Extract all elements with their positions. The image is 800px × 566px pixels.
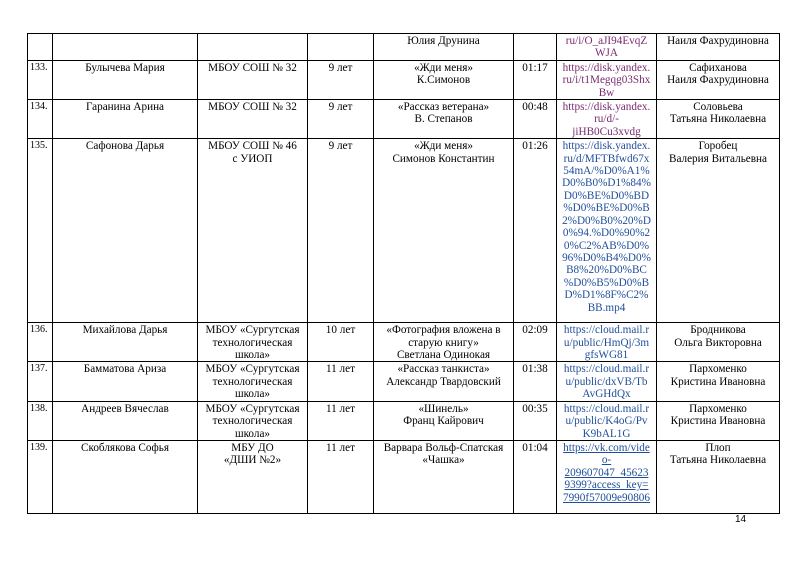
cell-teacher <box>657 34 780 61</box>
cell-title <box>374 60 514 99</box>
cell-num <box>28 323 53 362</box>
cell-name <box>53 34 198 61</box>
video-link[interactable]: https://vk.com/vide o- 209607047_45623 9399?access_key= 7990f57009e90806 <box>562 441 650 504</box>
cell-num <box>28 362 53 401</box>
video-link[interactable]: https://cloud.mail.r u/public/K4oG/Pv K9bAL1G <box>563 402 650 440</box>
num-text: 134. <box>30 101 48 113</box>
cell-school <box>198 401 308 440</box>
cell-teacher <box>657 323 780 362</box>
cell-link[interactable] <box>557 139 657 323</box>
title-text: «Жди меня» Симонов Константин <box>392 140 495 165</box>
cell-time <box>514 139 557 323</box>
cell-school <box>198 139 308 323</box>
name-text: Гаранина Арина <box>85 101 165 114</box>
num-text: 138. <box>30 402 48 414</box>
cell-num <box>28 34 53 61</box>
cell-school <box>198 100 308 139</box>
age-text: 11 лет <box>325 441 355 454</box>
cell-title <box>374 440 514 513</box>
cell-age <box>308 323 374 362</box>
cell-time <box>514 401 557 440</box>
video-link[interactable]: https://disk.yandex. ru/i/t1Megqg03Shx Bw <box>562 61 651 99</box>
page-number: 14 <box>735 514 747 525</box>
cell-time <box>514 362 557 401</box>
video-link[interactable]: ru/i/O_aJI94EvqZ WJA <box>565 35 648 60</box>
video-link[interactable]: https://cloud.mail.r u/public/HmQj/3m gfsWG81 <box>563 324 650 362</box>
age-text: 9 лет <box>328 61 353 74</box>
school-text: МБОУ «Сургутская технологическая школа» <box>205 324 300 362</box>
teacher-text: Бродникова Ольга Викторовна <box>674 324 762 349</box>
table-row <box>28 34 780 61</box>
num-text: 139. <box>30 441 48 453</box>
teacher-text: Сафиханова Наиля Фахрудиновна <box>667 61 769 87</box>
cell-name <box>53 440 198 513</box>
cell-teacher <box>657 440 780 513</box>
cell-num <box>28 60 53 99</box>
cell-title <box>374 323 514 362</box>
cell-title <box>374 139 514 323</box>
participants-table <box>27 33 780 514</box>
cell-age <box>308 60 374 99</box>
school-text: МБОУ СОШ № 32 <box>208 101 297 114</box>
cell-time <box>514 100 557 139</box>
num-text: 137. <box>30 363 48 375</box>
table-row <box>28 401 780 440</box>
title-text: «Жди меня» К.Симонов <box>414 61 473 87</box>
time-text: 01:17 <box>522 61 548 74</box>
cell-school <box>198 60 308 99</box>
cell-school <box>198 34 308 61</box>
table-row <box>28 440 780 513</box>
cell-teacher <box>657 60 780 99</box>
time-text: 00:35 <box>522 402 548 415</box>
teacher-text: Пархоменко Кристина Ивановна <box>670 402 766 428</box>
table-row <box>28 323 780 362</box>
cell-link[interactable] <box>557 362 657 401</box>
name-text: Михайлова Дарья <box>82 324 168 337</box>
title-text: «Рассказ ветерана» В. Степанов <box>397 101 490 126</box>
table-row <box>28 139 780 323</box>
cell-title <box>374 362 514 401</box>
num-text: 135. <box>30 140 48 152</box>
cell-title <box>374 34 514 61</box>
cell-age <box>308 100 374 139</box>
school-text: МБУ ДО «ДШИ №2» <box>223 441 282 467</box>
num-text: 136. <box>30 324 48 336</box>
cell-link[interactable] <box>557 323 657 362</box>
cell-age <box>308 362 374 401</box>
title-text: Варвара Вольф-Спатская «Чашка» <box>383 441 504 467</box>
cell-link[interactable] <box>557 60 657 99</box>
cell-time <box>514 440 557 513</box>
cell-age <box>308 401 374 440</box>
cell-time <box>514 34 557 61</box>
time-text: 00:48 <box>522 101 548 114</box>
title-text: «Рассказ танкиста» Александр Твардовский <box>386 363 501 388</box>
school-text: МБОУ «Сургутская технологическая школа» <box>205 402 300 440</box>
name-text: Сафонова Дарья <box>85 140 165 153</box>
cell-title <box>374 401 514 440</box>
cell-num <box>28 139 53 323</box>
age-text: 9 лет <box>328 101 353 114</box>
age-text: 11 лет <box>325 363 355 376</box>
num-text: 133. <box>30 61 48 73</box>
video-link[interactable]: https://disk.yandex. ru/d/- jiHB0Cu3xvdg <box>562 101 651 138</box>
time-text: 02:09 <box>522 324 548 337</box>
video-link[interactable]: https://cloud.mail.r u/public/dxVB/Tb AvGHdQx <box>563 363 650 401</box>
name-text: Скоблякова Софья <box>81 441 169 454</box>
table-row <box>28 100 780 139</box>
cell-teacher <box>657 139 780 323</box>
cell-link[interactable] <box>557 440 657 513</box>
cell-name <box>53 362 198 401</box>
table-row <box>28 60 780 99</box>
video-link[interactable]: https://disk.yandex. ru/d/MFTBfwd67x 54mA/%D0%A1% D0%B0%D1%84% D0%BE%D0%BD %D0%BE%D0%B 2%D0%B0%20%D 0%94.%D0%90%2 0%C2%AB%D0% 96%D0%B4%D0% B8%20%D0%BC %D0%B5%D0%B D%D1%8F%C2% BB.mp4 <box>562 140 651 314</box>
teacher-text: Плоп Татьяна Николаевна <box>669 441 767 467</box>
cell-teacher <box>657 362 780 401</box>
name-text: Булычева Мария <box>85 61 165 74</box>
cell-name <box>53 139 198 323</box>
title-text: Юлия Друнина <box>407 35 480 47</box>
teacher-text: Горобец Валерия Витальевна <box>668 140 768 165</box>
cell-school <box>198 440 308 513</box>
cell-teacher <box>657 100 780 139</box>
cell-name <box>53 100 198 139</box>
cell-num <box>28 100 53 139</box>
cell-teacher <box>657 401 780 440</box>
name-text: Бамматова Ариза <box>83 363 167 376</box>
time-text: 01:04 <box>522 441 548 454</box>
cell-time <box>514 323 557 362</box>
cell-num <box>28 440 53 513</box>
teacher-text: Наиля Фахрудиновна <box>667 35 769 47</box>
teacher-text: Соловьева Татьяна Николаевна <box>669 101 767 126</box>
name-text: Андреев Вячеслав <box>81 402 169 415</box>
table-row <box>28 362 780 401</box>
age-text: 9 лет <box>328 140 353 153</box>
cell-time <box>514 60 557 99</box>
title-text: «Фотография вложена в старую книгу» Светлана Одинокая <box>386 324 501 362</box>
cell-link[interactable] <box>557 34 657 61</box>
cell-name <box>53 60 198 99</box>
cell-link[interactable] <box>557 100 657 139</box>
cell-link[interactable] <box>557 401 657 440</box>
school-text: МБОУ СОШ № 32 <box>208 61 297 74</box>
cell-school <box>198 362 308 401</box>
teacher-text: Пархоменко Кристина Ивановна <box>670 363 766 388</box>
cell-num <box>28 401 53 440</box>
school-text: МБОУ «Сургутская технологическая школа» <box>205 363 300 401</box>
cell-name <box>53 401 198 440</box>
cell-age <box>308 34 374 61</box>
time-text: 01:38 <box>522 363 548 376</box>
title-text: «Шинель» Франц Кайрович <box>403 402 484 428</box>
cell-age <box>308 139 374 323</box>
age-text: 11 лет <box>325 402 355 415</box>
age-text: 10 лет <box>325 324 356 337</box>
time-text: 01:26 <box>522 140 548 153</box>
school-text: МБОУ СОШ № 46 с УИОП <box>208 140 297 165</box>
cell-title <box>374 100 514 139</box>
cell-school <box>198 323 308 362</box>
cell-age <box>308 440 374 513</box>
cell-name <box>53 323 198 362</box>
